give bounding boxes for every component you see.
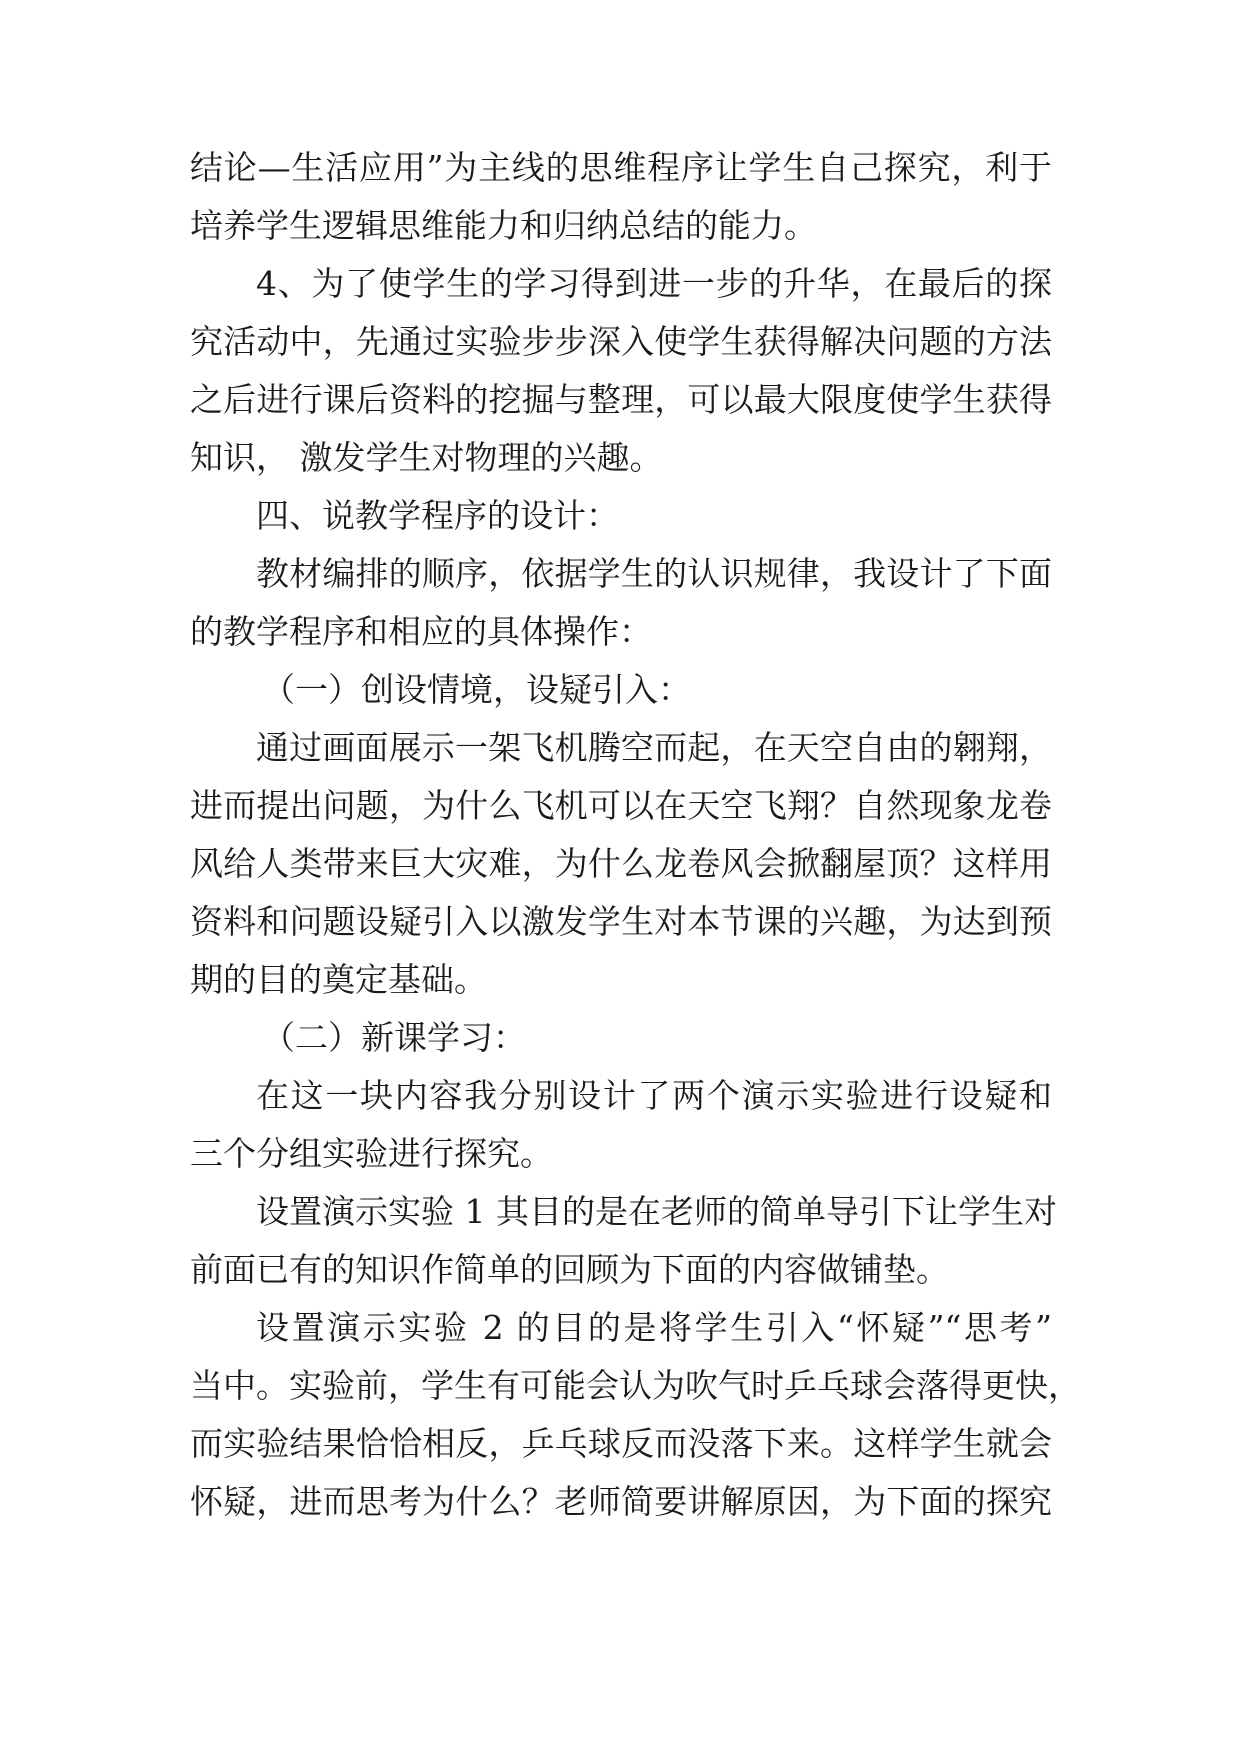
paragraph-line: 究活动中，先通过实验步步深入使学生获得解决问题的方法 xyxy=(190,322,1052,361)
paragraph-line: 而实验结果恰恰相反，乒乓球反而没落下来。这样学生就会 xyxy=(190,1424,1052,1463)
paragraph-line: 三个分组实验进行探究。 xyxy=(190,1134,553,1173)
paragraph-line: 4、为了使学生的学习得到进一步的升华，在最后的探 xyxy=(256,264,1052,303)
paragraph-line: 怀疑，进而思考为什么？老师简要讲解原因，为下面的探究 xyxy=(190,1482,1052,1521)
paragraph-line: 资料和问题设疑引入以激发学生对本节课的兴趣，为达到预 xyxy=(190,902,1052,941)
paragraph-line: 培养学生逻辑思维能力和归纳总结的能力。 xyxy=(190,206,817,245)
paragraph-line: 结论—生活应用”为主线的思维程序让学生自己探究，利于 xyxy=(190,148,1052,187)
paragraph-line: 知识， 激发学生对物理的兴趣。 xyxy=(190,438,663,477)
paragraph-line: 前面已有的知识作简单的回顾为下面的内容做铺垫。 xyxy=(190,1250,949,1289)
paragraph-line: 设置演示实验 2 的目的是将学生引入“怀疑”“思考” xyxy=(256,1308,1052,1347)
section-heading: 四、说教学程序的设计： xyxy=(256,496,619,535)
paragraph-line: 设置演示实验 1 其目的是在老师的简单导引下让学生对 xyxy=(256,1192,1057,1231)
subsection-heading: （一）创设情境，设疑引入： xyxy=(262,670,691,709)
paragraph-line: 的教学程序和相应的具体操作： xyxy=(190,612,652,651)
paragraph-line: 教材编排的顺序，依据学生的认识规律，我设计了下面 xyxy=(256,554,1052,593)
paragraph-line: 进而提出问题，为什么飞机可以在天空飞翔？自然现象龙卷 xyxy=(190,786,1052,825)
subsection-heading: （二）新课学习： xyxy=(262,1018,526,1057)
paragraph-line: 当中。实验前，学生有可能会认为吹气时乒乓球会落得更快， xyxy=(190,1366,1081,1405)
paragraph-line: 风给人类带来巨大灾难，为什么龙卷风会掀翻屋顶？这样用 xyxy=(190,844,1052,883)
paragraph-line: 通过画面展示一架飞机腾空而起，在天空自由的翱翔， xyxy=(256,728,1052,767)
paragraph-line: 之后进行课后资料的挖掘与整理，可以最大限度使学生获得 xyxy=(190,380,1052,419)
paragraph-line: 期的目的奠定基础。 xyxy=(190,960,487,999)
paragraph-line: 在这一块内容我分别设计了两个演示实验进行设疑和 xyxy=(256,1076,1052,1115)
